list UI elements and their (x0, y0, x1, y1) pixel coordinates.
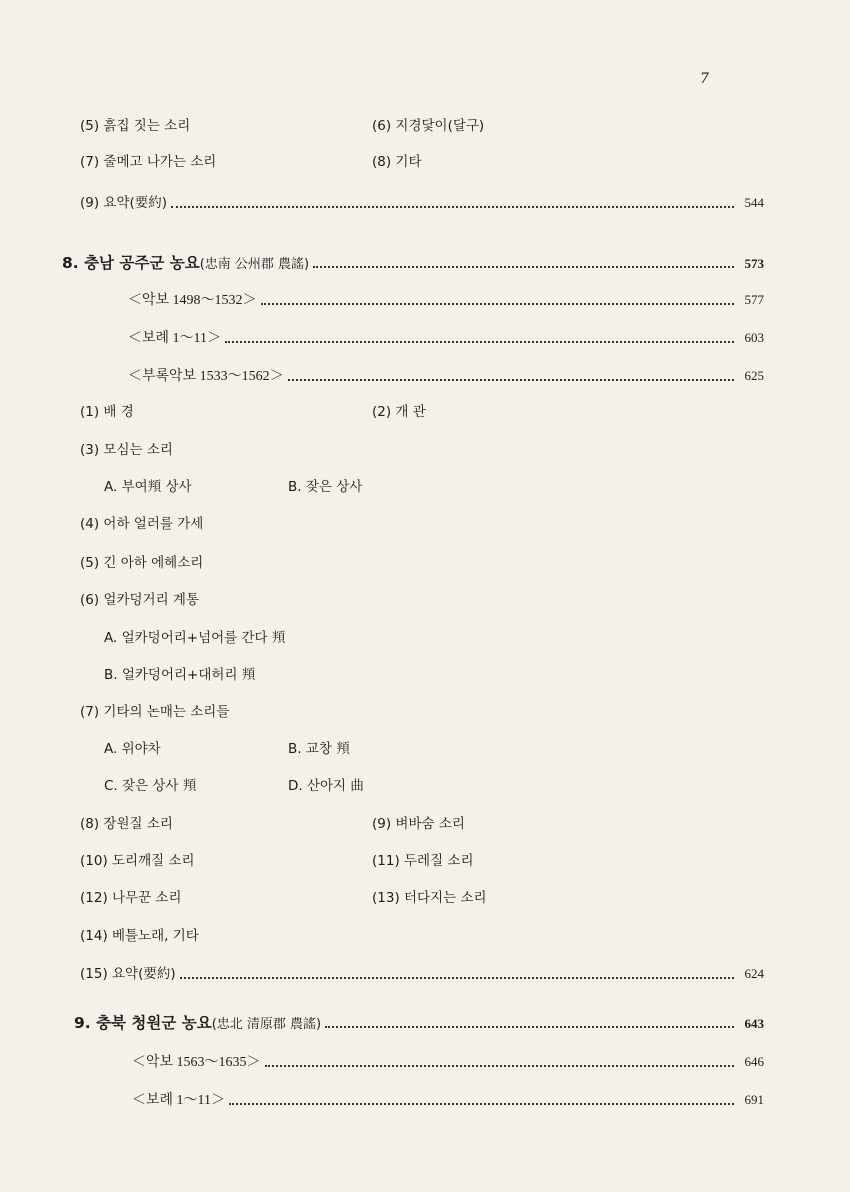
toc-entry-page: 624 (744, 966, 764, 981)
toc-entry (132, 1051, 764, 1073)
toc-subitem: B. 얼카덩어리+대허리 頖 (104, 667, 256, 683)
toc-subitem: D. 산아지 曲 (288, 778, 364, 794)
toc-item: (7) 기타의 논매는 소리들 (80, 704, 230, 720)
toc-entry-page: 643 (744, 1016, 764, 1031)
toc-item: (4) 어하 얼러를 가세 (80, 516, 204, 532)
toc-item: (6) 얼카덩거리 계통 (80, 592, 199, 608)
toc-entry-page: 691 (744, 1092, 764, 1107)
dot-leader (325, 1024, 734, 1028)
toc-entry-label: ＜보례 1～11＞ (132, 1093, 226, 1108)
toc-entry (128, 289, 764, 311)
toc-entry-label: ＜부록악보 1533～1562＞ (128, 369, 284, 384)
section-subtitle: (忠南 公州郡 農謠) (199, 257, 310, 272)
toc-entry (132, 1089, 764, 1111)
toc-item: (8) 장원질 소리 (80, 816, 173, 832)
toc-entry (128, 327, 764, 349)
dot-leader (288, 377, 734, 381)
section-title: 8. 충남 공주군 농요 (62, 254, 200, 272)
toc-item: (8) 기타 (372, 154, 422, 170)
dot-leader (171, 204, 734, 208)
toc-item: (12) 나무꾼 소리 (80, 890, 182, 906)
toc-entry-page: 544 (744, 195, 764, 210)
toc-subitem: A. 얼카덩어리+넘어를 간다 頖 (104, 630, 286, 646)
toc-subitem: A. 부여頖 상사 (104, 479, 192, 495)
toc-entry-page: 573 (744, 256, 764, 271)
toc-item: (6) 지경닻이(달구) (372, 118, 485, 134)
dot-leader (313, 264, 734, 268)
toc-item: (10) 도리깨질 소리 (80, 853, 195, 869)
toc-item: (1) 배 경 (80, 404, 134, 420)
toc-item: (5) 흙집 짓는 소리 (80, 118, 191, 134)
dot-leader (261, 301, 734, 305)
toc-entry-page: 625 (744, 368, 764, 383)
toc-item: (5) 긴 아하 에헤소리 (80, 555, 204, 571)
toc-item: (13) 터다지는 소리 (372, 890, 487, 906)
toc-entry (80, 963, 764, 985)
toc-entry-label: ＜악보 1563～1635＞ (132, 1055, 261, 1070)
dot-leader (229, 1101, 734, 1105)
toc-entry-page: 603 (744, 330, 764, 345)
toc-entry-label: ＜보례 1～11＞ (128, 331, 222, 346)
toc-item: (9) 벼바숨 소리 (372, 816, 465, 832)
section-heading (62, 252, 764, 274)
dot-leader (265, 1063, 734, 1067)
toc-subitem: A. 위야차 (104, 741, 161, 757)
toc-item: (3) 모심는 소리 (80, 442, 173, 458)
toc-item: (11) 두레질 소리 (372, 853, 474, 869)
toc-item: (2) 개 관 (372, 404, 426, 420)
toc-item: (7) 줄메고 나가는 소리 (80, 154, 217, 170)
toc-entry-label: (9) 요약(要約) (80, 195, 168, 211)
section-title: 9. 충북 청원군 농요 (74, 1014, 212, 1032)
toc-subitem: B. 잦은 상사 (288, 479, 363, 495)
toc-item: (14) 베틀노래, 기타 (80, 928, 199, 944)
toc-entry-page: 577 (744, 292, 764, 307)
dot-leader (180, 975, 734, 979)
toc-entry-label: ＜악보 1498～1532＞ (128, 293, 257, 308)
toc-entry (80, 192, 764, 214)
toc-subitem: C. 잦은 상사 頖 (104, 778, 197, 794)
dot-leader (225, 339, 734, 343)
toc-entry-page: 646 (744, 1054, 764, 1069)
section-heading (74, 1012, 764, 1034)
toc-entry (128, 365, 764, 387)
toc-subitem: B. 교창 頖 (288, 741, 350, 757)
section-subtitle: (忠北 清原郡 農謠) (211, 1017, 322, 1032)
toc-entry-label: (15) 요약(要約) (80, 966, 176, 982)
page-number: 7 (700, 71, 709, 87)
